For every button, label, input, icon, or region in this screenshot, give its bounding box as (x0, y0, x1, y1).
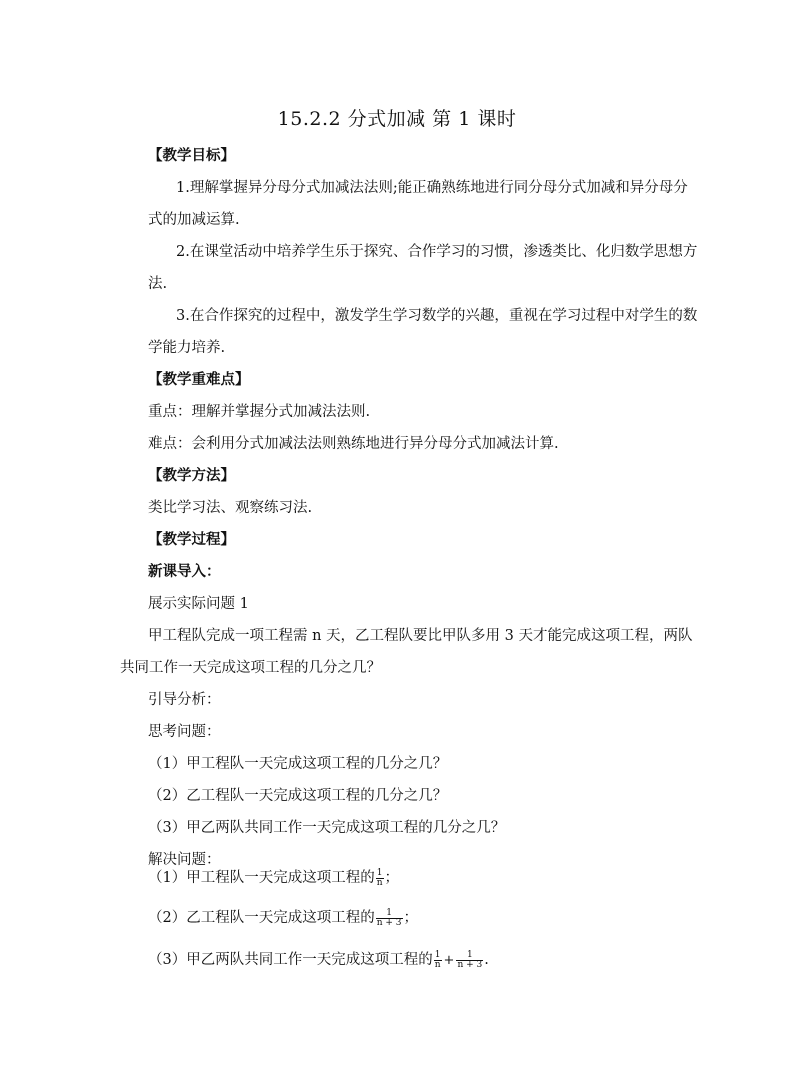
goal-1-line-1: 1.理解掌握异分母分式加减法法则;能正确熟练地进行同分母分式加减和异分母分 (176, 180, 688, 196)
question-3: （3）甲乙两队共同工作一天完成这项工程的几分之几？ (148, 820, 506, 836)
page-title: 15.2.2 分式加减 第 1 课时 (277, 108, 517, 130)
guide-label: 引导分析： (148, 692, 221, 708)
process-heading: 【教学过程】 (148, 531, 235, 548)
fraction-numerator: 1 (376, 909, 403, 919)
answer-2-text: （2）乙工程队一天完成这项工程的 (148, 910, 375, 926)
method-text: 类比学习法、观察练习法. (148, 500, 313, 516)
keypoints-heading: 【教学重难点】 (148, 371, 250, 388)
fraction-denominator: n + 3 (457, 959, 483, 970)
problem-line-1: 甲工程队完成一项工程需 n 天，乙工程队要比甲队多用 3 天才能完成这项工程，两队 (148, 628, 693, 644)
fraction-denominator: n (376, 877, 383, 888)
goal-3-line-2: 学能力培养. (148, 340, 226, 356)
answer-1-end: ； (384, 870, 400, 886)
fraction-numerator: 1 (434, 949, 441, 960)
answer-1-text: （1）甲工程队一天完成这项工程的 (148, 870, 375, 886)
goal-2-line-1: 2.在课堂活动中培养学生乐于探究、合作学习的习惯，渗透类比、化归数学思想方 (176, 244, 698, 260)
problem-line-2: 共同工作一天完成这项工程的几分之几？ (120, 660, 381, 676)
answer-3-text: （3）甲乙两队共同工作一天完成这项工程的 (148, 952, 433, 968)
answer-3-fraction-2 (456, 951, 483, 970)
answer-2 (148, 906, 418, 930)
problem-title: 展示实际问题 1 (148, 596, 249, 612)
fraction-denominator: n (434, 959, 441, 970)
fraction-numerator: 1 (456, 951, 483, 961)
answer-2-end: ； (403, 910, 419, 926)
goals-heading: 【教学目标】 (148, 147, 235, 164)
solve-label: 解决问题： (148, 852, 221, 868)
difficult-point: 难点：会利用分式加减法法则熟练地进行异分母分式加减法计算. (148, 436, 559, 452)
question-2: （2）乙工程队一天完成这项工程的几分之几？ (148, 788, 448, 804)
think-label: 思考问题： (148, 724, 221, 740)
plus-operator: + (443, 953, 455, 968)
goal-1-line-2: 式的加减运算. (148, 212, 240, 228)
goal-2-line-2: 法. (148, 276, 168, 292)
answer-3-fraction-1 (434, 951, 442, 970)
question-1: （1）甲工程队一天完成这项工程的几分之几？ (148, 756, 448, 772)
answer-2-fraction (376, 909, 403, 928)
answer-1 (148, 866, 399, 890)
fraction-denominator: n + 3 (376, 917, 402, 928)
intro-label: 新课导入： (148, 563, 221, 580)
method-heading: 【教学方法】 (148, 467, 235, 484)
key-point: 重点：理解并掌握分式加减法法则. (148, 404, 371, 420)
fraction-numerator: 1 (376, 867, 383, 878)
answer-3 (148, 948, 489, 973)
answer-3-end: . (484, 952, 489, 968)
answer-1-fraction (376, 869, 384, 888)
goal-3-line-1: 3.在合作探究的过程中，激发学生学习数学的兴趣，重视在学习过程中对学生的数 (176, 308, 698, 324)
